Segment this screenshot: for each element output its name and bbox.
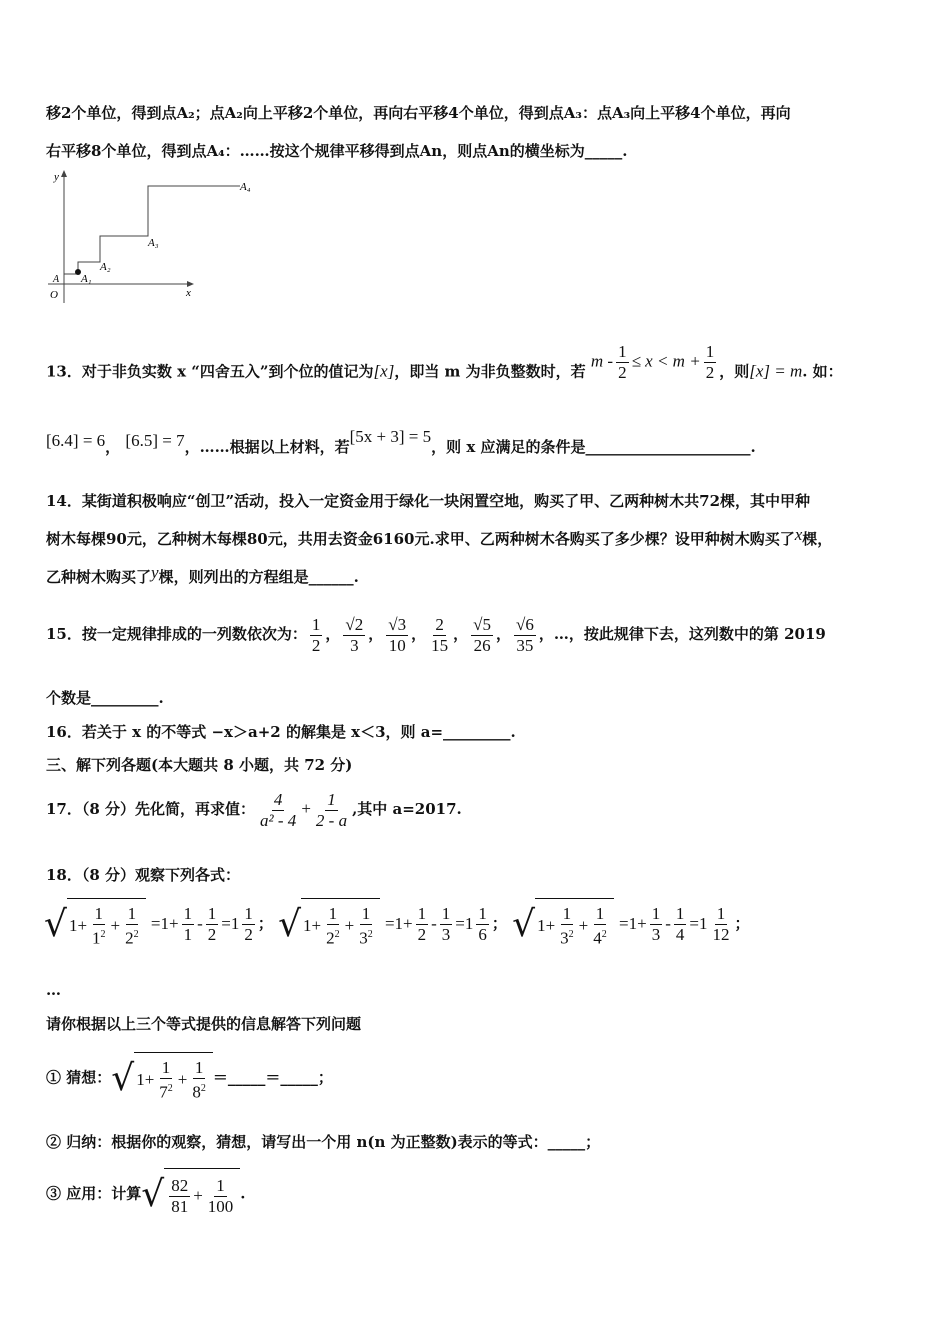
q18-title: 18．（8 分）观察下列各式： <box>46 866 241 884</box>
q14-line3 <box>46 563 359 587</box>
q18-eq3-radical: √ 1+ $\frac{1}{3^2}$ + $\frac{1}{4^2}$ <box>512 898 614 951</box>
q18-part1-radical: √ 1+ $\frac{1}{7^2}$ + $\frac{1}{8^2}$ <box>111 1052 213 1105</box>
q17-suffix: ,其中 a=2017. <box>352 800 462 818</box>
q18-part1-label: ① 猜想： <box>46 1068 112 1087</box>
q13-ineq-mid: ≤ x < m + <box>631 351 701 371</box>
q14-var-y: y <box>151 563 159 582</box>
staircase-path <box>64 186 240 274</box>
q18-part3-radical: √ $\frac{82}{81}$ + $\frac{1}{100}$ <box>141 1168 240 1221</box>
q13-half-right: $\frac{1}{2}$ <box>705 342 715 382</box>
q18-part3-label: ③ 应用：计算 <box>46 1184 142 1203</box>
q15-term-2: $\frac{√2}{3}$ <box>345 614 364 655</box>
q13-half-left: $\frac{1}{2}$ <box>618 342 627 382</box>
q14-line1: 14．某街道积极响应“创卫”活动，投入一定资金用于绿化一块闲置空地，购买了甲、乙两种树木共72棵，其中甲种 <box>46 492 811 510</box>
q15-term-4: $\frac{2}{15}$ <box>431 614 449 655</box>
q13-notation: [x] <box>373 361 395 381</box>
q14-line3b: 棵，则列出的方程组是______. <box>158 568 359 586</box>
a4-label: A₄ <box>240 181 251 193</box>
a3-label: A₃ <box>148 237 159 249</box>
q18-equations: √ 1+ $\frac{1}{1^2}$ + $\frac{1}{2^2}$ =1+ $\frac{1}{1}$ - $\frac{1}{2}$ =1 $\frac{1}{2}$ ； √ 1+ $\frac{1}{2^2}$ + $\frac{1}{3^2}$ =1+ $\frac{1}{2}$ - $\frac{1}{3}$ =1 $\frac{1}{6}$ ； √ 1+ $\frac{1}{3^2}$ + $\frac{1}{4^2}$ =1+ $\frac{1}{3}$ - $\frac{1}{4}$ =1 $\frac{1}{12}$ ； <box>44 898 749 951</box>
q13-ineq-m: m - <box>590 351 614 371</box>
q13-condition: [5x + 3] = 5 <box>349 427 432 446</box>
point-a-label: A <box>53 274 60 285</box>
q13-example-1: [6.4] = 6 <box>46 431 106 450</box>
q18-eq3-rhs: =1+ $\frac{1}{3}$ - $\frac{1}{4}$ =1 $\frac{1}{12}$ <box>619 904 730 945</box>
origin-label: O <box>50 289 58 301</box>
q15-term-5: $\frac{√5}{26}$ <box>473 614 491 655</box>
q15-line2: 个数是_________. <box>46 689 164 707</box>
q13-prefix: 13．对于非负实数 x “四舍五入”到个位的值记为 <box>46 362 374 381</box>
q14-var-x: x <box>794 525 803 544</box>
q15-line1: 15．按一定规律排成的一列数依次为： $\frac{1}{2}$ ， $\frac{√2}{3}$ ， $\frac{√3}{10}$ ， $\frac{2}{15}$ ， $\frac{√5}{26}$ ， $\frac{√6}{35}$ ，…，按此规律下去，这列数中的第 2019 <box>46 614 826 655</box>
q13-ex-label: . 如： <box>802 362 843 381</box>
q17-fraction-1: $\frac{4}{\text{a² - 4}}$ <box>260 789 297 830</box>
q18-instruction: 请你根据以上三个等式提供的信息解答下列问题 <box>46 1015 362 1033</box>
q12-line2: 右平移8个单位，得到点A₄：……按这个规律平移得到点An，则点An的横坐标为_____. <box>46 142 628 160</box>
q17-fraction-2: $\frac{1}{2 - a}$ <box>315 789 348 830</box>
q13-middle: ，即当 m 为非负整数时，若 <box>394 362 586 381</box>
q15-suffix: ，…，按此规律下去，这列数中的第 2019 <box>538 625 826 643</box>
q17-line <box>46 786 462 832</box>
q16-line: 16．若关于 x 的不等式 −x＞a+2 的解集是 x＜3，则 a=_________. <box>46 723 516 741</box>
q15-term-3: $\frac{√3}{10}$ <box>388 614 407 655</box>
q17-plus: + <box>301 799 311 818</box>
q14-line2b: 棵， <box>802 530 833 548</box>
q18-part1 <box>46 1052 333 1105</box>
q13-line1 <box>46 342 843 393</box>
q14-line2 <box>46 525 833 549</box>
q13-then: ，则 <box>719 362 750 381</box>
q15-prefix: 15．按一定规律排成的一列数依次为： <box>46 625 307 643</box>
q13-ask: ，则 x 应满足的条件是______________________. <box>431 438 756 456</box>
y-axis-arrow <box>61 170 67 177</box>
q15-term-6: $\frac{√6}{35}$ <box>516 614 534 655</box>
q18-eq2-radical: √ 1+ $\frac{1}{2^2}$ + $\frac{1}{3^2}$ <box>278 898 380 951</box>
q14-line2a: 树木每棵90元，乙种树木每棵80元，共用去资金6160元.求甲、乙两种树木各购买了多少棵？设甲种树木购买了 <box>46 530 795 548</box>
q18-part3: ③ 应用：计算 √ $\frac{82}{81}$ + $\frac{1}{100}$ . <box>46 1168 246 1221</box>
q13-cont: ，……根据以上材料，若 <box>184 438 350 456</box>
q18-ellipsis: … <box>46 981 61 999</box>
q13-result: [x] = m <box>749 361 803 381</box>
x-axis-label: x <box>186 287 191 299</box>
q14-line3a: 乙种树木购买了 <box>46 568 152 586</box>
staircase-figure <box>44 168 264 308</box>
q13-line2: [6.4] = 6， [6.5] = 7，……根据以上材料，若[5x + 3] = 5，则 x 应满足的条件是______________________. <box>46 427 756 456</box>
q18-eq1-rhs: =1+ $\frac{1}{1}$ - $\frac{1}{2}$ =1 $\frac{1}{2}$ <box>150 904 253 945</box>
q13-example-2: [6.5] = 7 <box>125 431 185 450</box>
q18-eq2-rhs: =1+ $\frac{1}{2}$ - $\frac{1}{3}$ =1 $\frac{1}{6}$ <box>384 904 487 945</box>
q18-eq1-radical: √ 1+ $\frac{1}{1^2}$ + $\frac{1}{2^2}$ <box>44 898 146 951</box>
q17-prefix: 17．（8 分）先化简，再求值： <box>46 800 256 818</box>
y-axis-label: y <box>54 171 59 183</box>
q12-line1: 移2个单位，得到点A₂；点A₂向上平移2个单位，再向右平移4个单位，得到点A₃：点A₃向上平移4个单位，再向 <box>46 104 791 122</box>
a1-label: A₁ <box>81 273 92 285</box>
q15-term-1: $\frac{1}{2}$ <box>311 614 321 655</box>
q18-part2: ② 归纳：根据你的观察，猜想，请写出一个用 n(n 为正整数)表示的等式：_____； <box>46 1133 601 1151</box>
q18-part1-tail: ＝_____＝_____； <box>212 1068 333 1087</box>
section3-title: 三、解下列各题(本大题共 8 小题，共 72 分) <box>46 756 353 774</box>
a2-label: A₂ <box>100 261 111 273</box>
